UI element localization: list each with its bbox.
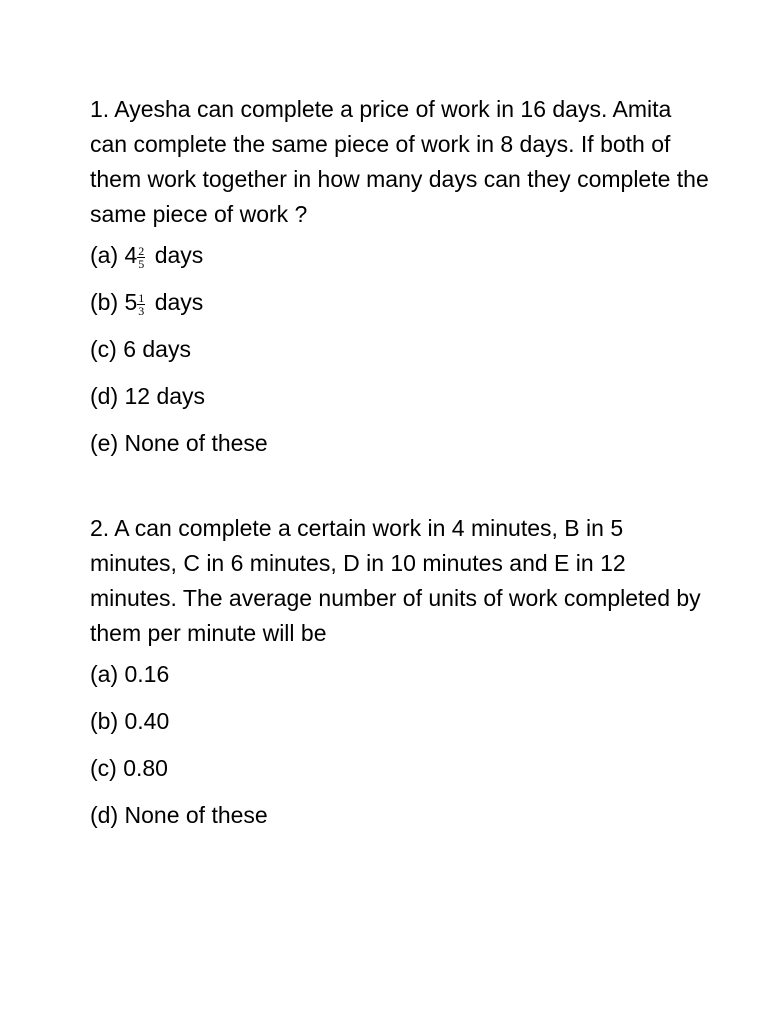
question-1-option-a — [90, 238, 710, 273]
question-1-option-b — [90, 285, 710, 320]
question-2-option-a: (a) 0.16 — [90, 661, 170, 687]
option-b-suffix: days — [154, 289, 204, 315]
question-1-option-e: (e) None of these — [90, 430, 268, 456]
fraction-two-fifths — [137, 245, 145, 270]
fraction-one-third — [137, 292, 145, 317]
question-2-text: 2. A can complete a certain work in 4 minutes, B in 5 minutes, C in 6 minutes, D in 10 minutes and E in 12 minutes. The average number of units of work completed by them per minute will be — [90, 515, 701, 646]
fraction-numerator: 2 — [138, 244, 145, 258]
question-1-option-c: (c) 6 days — [90, 336, 191, 362]
fraction-denominator: 3 — [138, 304, 145, 318]
option-a-prefix: (a) 4 — [90, 242, 138, 268]
question-1-option-d: (d) 12 days — [90, 383, 206, 409]
question-2 — [90, 511, 710, 833]
question-2-option-c: (c) 0.80 — [90, 755, 168, 781]
fraction-numerator: 1 — [138, 291, 145, 305]
question-1 — [90, 92, 710, 461]
question-2-option-d: (d) None of these — [90, 802, 268, 828]
fraction-denominator: 5 — [138, 257, 145, 271]
question-2-option-b: (b) 0.40 — [90, 708, 170, 734]
option-a-suffix: days — [154, 242, 204, 268]
option-b-prefix: (b) 5 — [90, 289, 138, 315]
question-1-text: 1. Ayesha can complete a price of work in 16 days. Amita can complete the same piece of work in 8 days. If both of them work together in how many days can they complete the same piece of work ? — [90, 96, 709, 227]
document-page — [90, 92, 710, 845]
